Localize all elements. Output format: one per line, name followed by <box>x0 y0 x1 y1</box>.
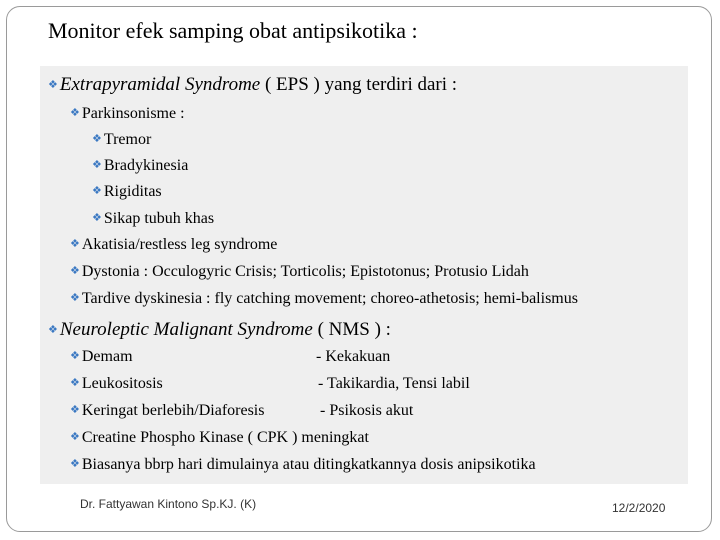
footer-date: 12/2/2020 <box>612 501 666 515</box>
bullet-icon: ❖ <box>70 350 80 362</box>
bullet-icon: ❖ <box>92 212 102 224</box>
footer-author: Dr. Fattyawan Kintono Sp.KJ. (K) <box>80 497 257 511</box>
eps-item: ❖ Dystonia : Occulogyric Crisis; Torticolis; Epistotonus; Protusio Lidah <box>70 263 529 280</box>
nms-right-item: - Psikosis akut <box>320 402 414 419</box>
bullet-icon: ❖ <box>92 133 102 145</box>
bullet-icon: ❖ <box>70 404 80 416</box>
nms-item: ❖ Leukositosis <box>70 375 163 392</box>
nms-name: Neuroleptic Malignant Syndrome <box>59 319 313 340</box>
eps-item: ❖ Tardive dyskinesia : fly catching movement; choreo-athetosis; hemi-balismus <box>70 290 578 307</box>
symptom-item: ❖ Tremor <box>92 131 152 148</box>
parkinsonism-item: ❖ Parkinsonisme : <box>70 105 185 122</box>
slide-title: Monitor efek samping obat antipsikotika : <box>48 18 418 43</box>
nms-heading <box>48 319 391 341</box>
eps-name: Extrapyramidal Syndrome <box>59 74 261 95</box>
eps-heading <box>48 74 457 96</box>
bullet-icon: ❖ <box>92 185 102 197</box>
bullet-icon: ❖ <box>48 324 58 336</box>
nms-item: ❖ Biasanya bbrp hari dimulainya atau ditingkatkannya dosis anipsikotika <box>70 456 536 473</box>
nms-item: ❖ Demam <box>70 348 133 365</box>
bullet-icon: ❖ <box>70 377 80 389</box>
bullet-icon: ❖ <box>70 238 80 250</box>
eps-rest: ( EPS ) yang terdiri dari : <box>260 74 458 95</box>
bullet-icon: ❖ <box>70 431 80 443</box>
nms-right-item: - Takikardia, Tensi labil <box>318 375 470 392</box>
nms-item: ❖ Creatine Phospho Kinase ( CPK ) meningkat <box>70 429 369 446</box>
bullet-icon: ❖ <box>92 159 102 171</box>
bullet-icon: ❖ <box>48 79 58 91</box>
bullet-icon: ❖ <box>70 107 80 119</box>
nms-right-item: - Kekakuan <box>316 348 391 365</box>
nms-rest: ( NMS ) : <box>312 319 391 340</box>
eps-item: ❖ Akatisia/restless leg syndrome <box>70 236 278 253</box>
nms-item: ❖ Keringat berlebih/Diaforesis <box>70 402 265 419</box>
bullet-icon: ❖ <box>70 458 80 470</box>
symptom-item: ❖ Sikap tubuh khas <box>92 210 215 227</box>
bullet-icon: ❖ <box>70 265 80 277</box>
symptom-item: ❖ Bradykinesia <box>92 157 189 174</box>
bullet-icon: ❖ <box>70 292 80 304</box>
symptom-item: ❖ Rigiditas <box>92 183 162 200</box>
